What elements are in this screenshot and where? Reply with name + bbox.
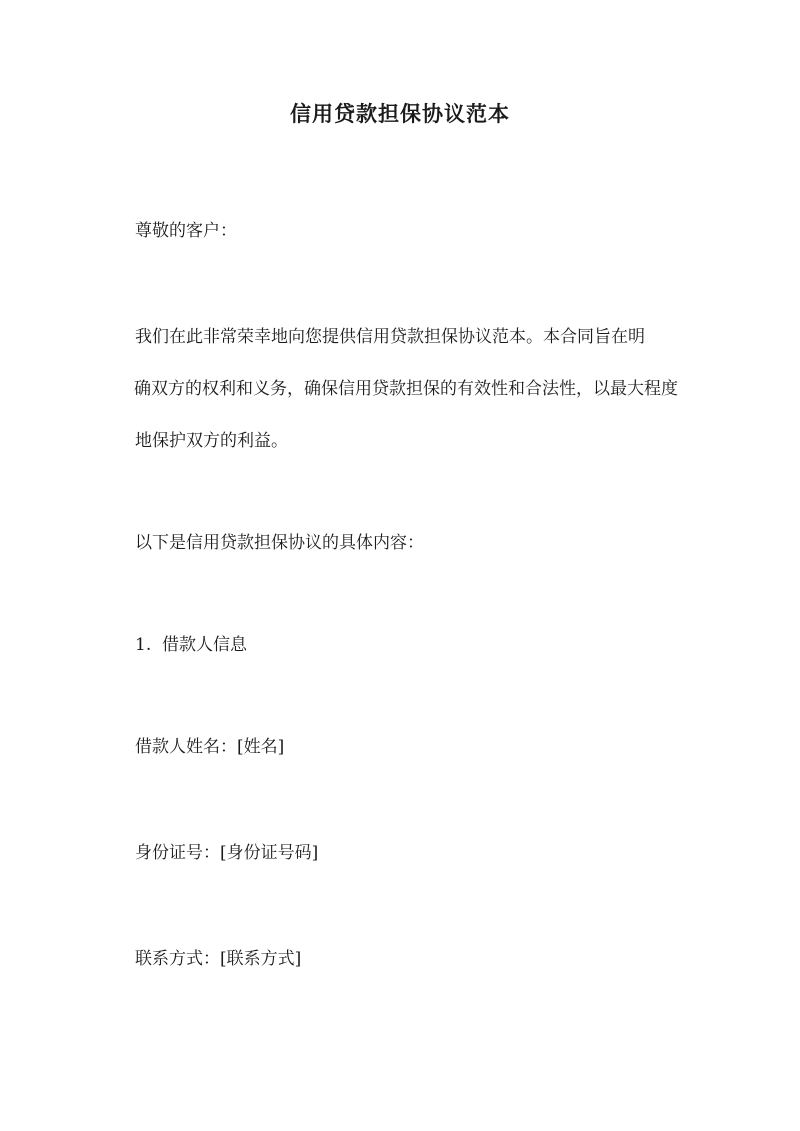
- intro-line-1: 我们在此非常荣幸地向您提供信用贷款担保协议范本。本合同旨在明: [135, 327, 645, 347]
- field-contact: 联系方式：[联系方式]: [135, 949, 302, 969]
- field-borrower-name: 借款人姓名：[姓名]: [135, 737, 285, 757]
- document-title: 信用贷款担保协议范本: [290, 101, 510, 126]
- section-heading-borrower-info: 1. 借款人信息: [135, 635, 248, 655]
- salutation: 尊敬的客户：: [135, 221, 237, 241]
- intro-line-2: 确双方的权利和义务，确保信用贷款担保的有效性和合法性，以最大程度: [134, 379, 678, 399]
- lead-paragraph: 以下是信用贷款担保协议的具体内容：: [135, 533, 424, 553]
- intro-line-3: 地保护双方的利益。: [135, 431, 288, 451]
- field-id-number: 身份证号：[身份证号码]: [135, 843, 319, 863]
- intro-paragraph: [135, 311, 705, 467]
